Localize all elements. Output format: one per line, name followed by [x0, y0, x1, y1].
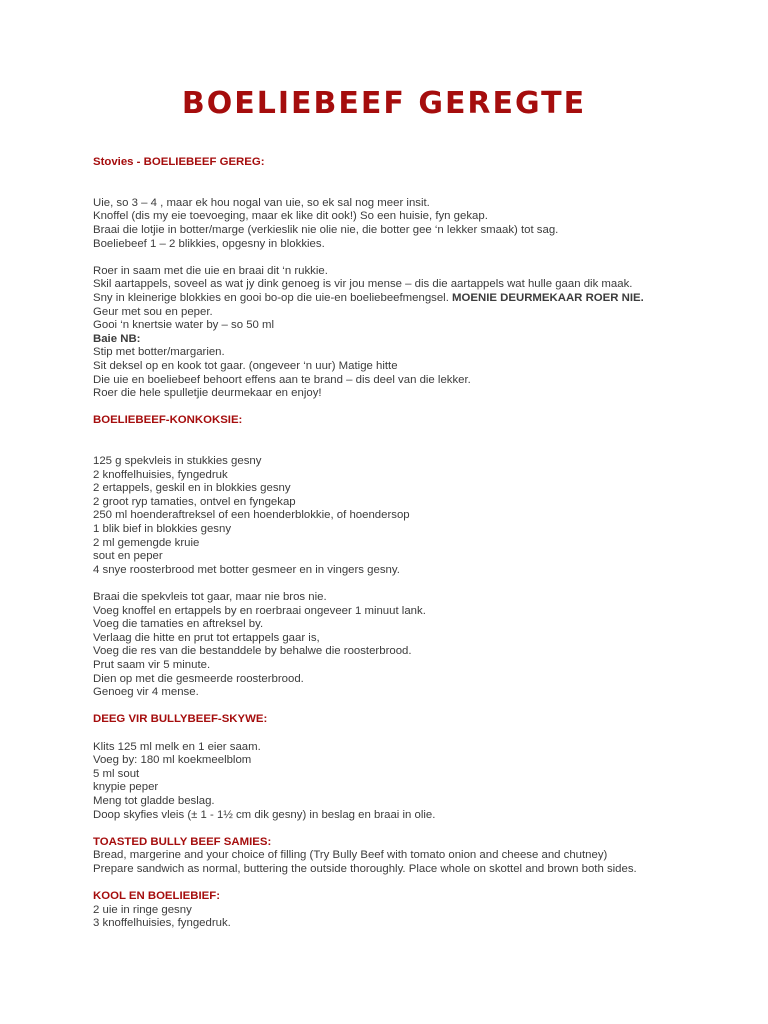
text-line — [93, 292, 733, 306]
text-line: Klits 125 ml melk en 1 eier saam. — [93, 740, 261, 753]
section-heading-konkoksie: BOELIEBEEF-KONKOKSIE: — [93, 414, 243, 427]
text-line: Prepare sandwich as normal, buttering the outside thoroughly. Place whole on skottel and brown both sides. — [93, 862, 637, 875]
page-title: BOELIEBEEF GEREGTE — [181, 86, 587, 121]
method-step: Verlaag die hitte en prut tot ertappels gaar is, — [93, 631, 320, 644]
text-line: 5 ml sout — [93, 767, 140, 780]
warning-text: MOENIE DEURMEKAAR ROER NIE. — [452, 291, 644, 304]
text-line: knypie peper — [93, 781, 159, 794]
text-line: Doop skyfies vleis (± 1 - 1½ cm dik gesny) in beslag en braai in olie. — [93, 808, 436, 821]
method-step: Braai die spekvleis tot gaar, maar nie bros nie. — [93, 591, 327, 603]
text-line: Gooi ‘n knertsie water by – so 50 ml — [93, 319, 275, 332]
text-line: Voeg by: 180 ml koekmeelblom — [93, 754, 252, 767]
sny-text: Sny in kleinerige blokkies en gooi bo-op die uie-en boeliebeefmengsel. — [93, 291, 453, 304]
section-heading-stovies: Stovies - BOELIEBEEF GEREG: — [93, 156, 265, 168]
method-step: Genoeg vir 4 mense. — [93, 686, 199, 699]
method-step: Voeg knoffel en ertappels by en roerbraai ongeveer 1 minuut lank. — [93, 604, 426, 617]
text-line: Stip met botter/margarien. — [93, 346, 225, 359]
ingredient-item: 2 ertappels, geskil en in blokkies gesny — [93, 482, 291, 495]
text-line: Knoffel (dis my eie toevoeging, maar ek like dit ook!) So een huisie, fyn gekap. — [93, 210, 488, 223]
document-body — [93, 156, 733, 931]
ingredient-item: 1 blik bief in blokkies gesny — [93, 523, 232, 536]
ingredient-item: 2 groot ryp tamaties, ontvel en fyngekap — [93, 495, 296, 508]
text-line: Roer die hele spulletjie deurmekaar en enjoy! — [93, 387, 322, 400]
section-heading-kool: KOOL EN BOELIEBIEF: — [93, 890, 220, 903]
text-line: Boeliebeef 1 – 2 blikkies, opgesny in blokkies. — [93, 237, 325, 250]
text-line: Uie, so 3 – 4 , maar ek hou nogal van uie, so ek sal nog meer insit. — [93, 196, 430, 209]
method-step: Dien op met die gesmeerde roosterbrood. — [93, 672, 304, 685]
text-line: Sit deksel op en kook tot gaar. (ongeveer ‘n uur) Matige hitte — [93, 359, 398, 372]
section-heading-deeg: DEEG VIR BULLYBEEF-SKYWE: — [93, 713, 268, 726]
text-line: 3 knoffelhuisies, fyngedruk. — [93, 917, 231, 930]
ingredient-item: 250 ml hoenderaftreksel of een hoenderblokkie, of hoendersop — [93, 509, 410, 522]
method-step: Voeg die tamaties en aftreksel by. — [93, 618, 264, 631]
text-line: Geur met sou en peper. — [93, 305, 213, 318]
text-line: 2 uie in ringe gesny — [93, 903, 192, 916]
nb-label: Baie NB: — [93, 332, 141, 345]
text-line: Skil aartappels, soveel as wat jy dink genoeg is vir jou mense – dis die aartappels wat hulle gaan dik maak. — [93, 278, 633, 291]
ingredient-item: 2 ml gemengde kruie — [93, 536, 200, 549]
ingredient-item: 4 snye roosterbrood met botter gesmeer en in vingers gesny. — [93, 563, 400, 576]
method-step: Prut saam vir 5 minute. — [93, 658, 211, 671]
ingredient-item: sout en peper — [93, 550, 163, 563]
text-line: Bread, margerine and your choice of filling (Try Bully Beef with tomato onion and cheese and chutney) — [93, 849, 608, 862]
method-step: Voeg die res van die bestanddele by behalwe die roosterbrood. — [93, 645, 412, 658]
text-line: Die uie en boeliebeef behoort effens aan te brand – dis deel van die lekker. — [93, 373, 471, 386]
text-line: Meng tot gladde beslag. — [93, 794, 215, 807]
text-line: Roer in saam met die uie en braai dit ‘n rukkie. — [93, 264, 328, 277]
ingredient-item: 125 g spekvleis in stukkies gesny — [93, 455, 262, 468]
section-heading-toasted: TOASTED BULLY BEEF SAMIES: — [93, 835, 272, 848]
ingredient-item: 2 knoffelhuisies, fyngedruk — [93, 468, 228, 481]
text-line: Braai die lotjie in botter/marge (verkieslik nie olie nie, die botter gee ‘n lekker smaak) tot sag. — [93, 223, 559, 236]
